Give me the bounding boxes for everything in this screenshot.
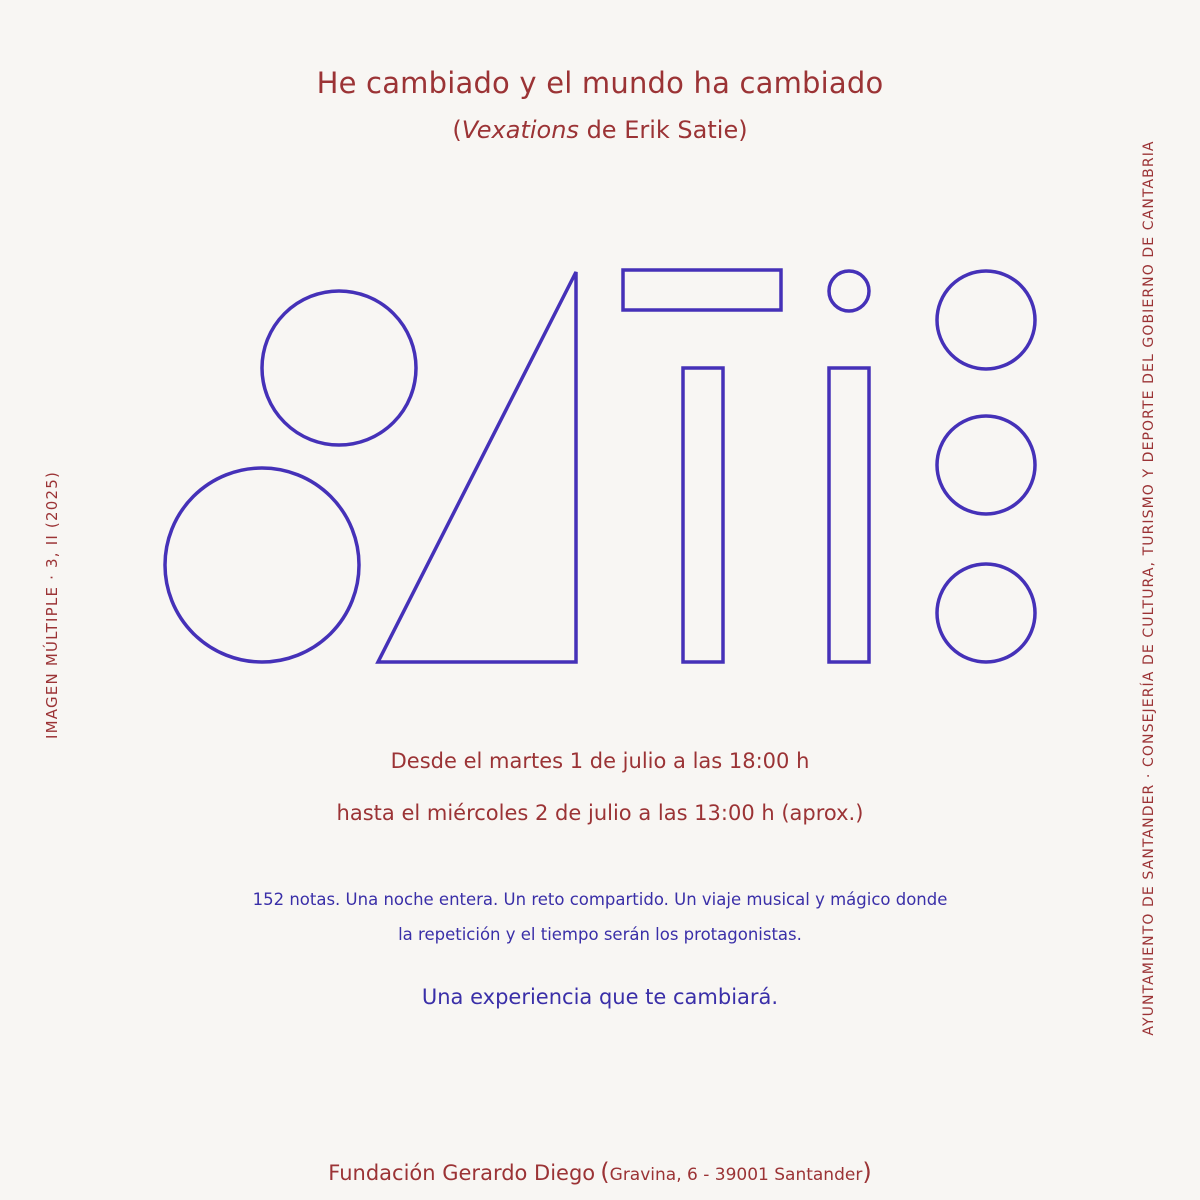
e-middle-circle bbox=[937, 416, 1035, 514]
venue-close-paren: ) bbox=[862, 1158, 872, 1186]
subtitle-composer: de Erik Satie bbox=[578, 116, 739, 144]
subtitle-open-paren: ( bbox=[452, 116, 462, 144]
description-line-2: la repetición y el tiempo serán los protagonistas. bbox=[398, 925, 802, 944]
venue-name: Fundación Gerardo Diego bbox=[328, 1161, 596, 1185]
subtitle-close-paren: ) bbox=[738, 116, 748, 144]
t-crossbar bbox=[623, 270, 781, 310]
t-stem bbox=[683, 368, 723, 662]
e-top-circle bbox=[937, 271, 1035, 369]
i-stem bbox=[829, 368, 869, 662]
venue-open-paren: ( bbox=[600, 1158, 610, 1186]
description-line-1: 152 notas. Una noche entera. Un reto compartido. Un viaje musical y mágico donde bbox=[252, 890, 948, 909]
poster-title: He cambiado y el mundo ha cambiado bbox=[316, 66, 884, 100]
subtitle-work-title: Vexations bbox=[461, 116, 579, 144]
schedule-start: Desde el martes 1 de julio a las 18:00 h bbox=[390, 749, 810, 773]
tagline: Una experiencia que te cambiará. bbox=[421, 985, 779, 1009]
s-upper-circle bbox=[262, 291, 416, 445]
venue bbox=[0, 1158, 1200, 1186]
schedule-end: hasta el miércoles 2 de julio a las 13:00 h (aprox.) bbox=[336, 801, 864, 825]
side-credit-right: AYUNTAMIENTO DE SANTANDER · CONSEJERÍA DE CULTURA, TURISMO Y DEPORTE DEL GOBIERNO DE CANTABRIA bbox=[1141, 140, 1157, 1036]
s-lower-circle bbox=[165, 468, 359, 662]
side-credit-left: IMAGEN MÚLTIPLE · 3, II (2025) bbox=[43, 470, 61, 740]
e-bottom-circle bbox=[937, 564, 1035, 662]
i-dot bbox=[829, 271, 869, 311]
venue-address: Gravina, 6 - 39001 Santander bbox=[609, 1165, 863, 1185]
